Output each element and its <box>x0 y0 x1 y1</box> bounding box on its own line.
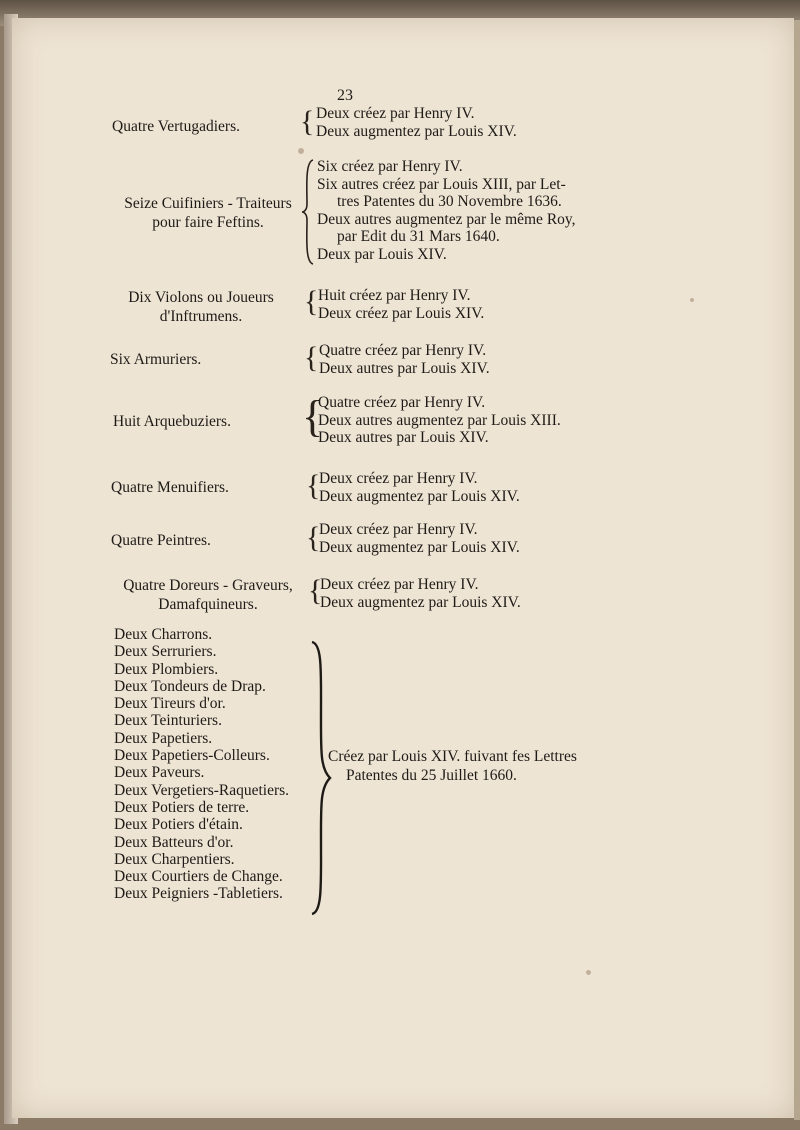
detail-line: Deux autres par Louis XIV. <box>318 429 489 446</box>
entry-label-line: Huit Arquebuziers. <box>113 413 231 430</box>
detail-line: Deux créez par Louis XIV. <box>318 304 485 322</box>
brace-icon: { <box>302 392 324 441</box>
brace-icon: { <box>306 521 321 554</box>
entry-label-line: Dix Violons ou Joueurs <box>128 289 274 306</box>
entry-details <box>318 394 561 447</box>
entry-label-line: d'Inftrumens. <box>159 308 243 325</box>
entry-label-line: Quatre Menuifiers. <box>111 479 229 496</box>
brace-icon: { <box>306 469 321 502</box>
list-item: Deux Papetiers-Colleurs. <box>114 747 270 765</box>
entry-label <box>112 117 240 136</box>
list-item: Deux Vergetiers-Raquetiers. <box>114 781 290 799</box>
entry-details <box>320 576 521 611</box>
detail-line: Deux augmentez par Louis XIV. <box>319 538 520 556</box>
detail-line: Deux augmentez par Louis XIV. <box>320 593 521 611</box>
list-item: Deux Charrons. <box>114 626 213 643</box>
list-item: Deux Paveurs. <box>114 764 205 782</box>
page-number: 23 <box>337 87 353 104</box>
detail-line: tres Patentes du 30 Novembre 1636. <box>337 193 562 210</box>
brace-icon: { <box>304 341 319 374</box>
paper-stain <box>586 970 591 975</box>
entry-details <box>319 342 490 377</box>
detail-line: Deux par Louis XIV. <box>317 245 447 263</box>
entry-label <box>106 288 296 326</box>
detail-line: Deux autres augmentez par Louis XIII. <box>318 411 561 429</box>
list-item: Deux Tondeurs de Drap. <box>114 677 266 695</box>
list-item: Deux Tireurs d'or. <box>114 695 226 713</box>
list-item: Deux Serruriers. <box>114 643 217 661</box>
entry-label-line: Seize Cuifiniers - Traiteurs <box>124 195 292 212</box>
paper-stain <box>690 298 694 302</box>
brace-icon: { <box>308 574 323 607</box>
entry-details <box>319 521 520 556</box>
list-item: Deux Potiers de terre. <box>114 798 250 816</box>
list-item: Deux Plombiers. <box>114 660 219 678</box>
detail-line: Six autres créez par Louis XIII, par Let- <box>317 175 566 193</box>
entry-label-line: Quatre Vertugadiers. <box>112 118 240 135</box>
detail-line: Deux créez par Henry IV. <box>316 105 475 122</box>
note-line: Patentes du 25 Juillet 1660. <box>346 766 517 784</box>
entry-details <box>317 158 576 263</box>
list-item: Deux Potiers d'étain. <box>114 816 243 834</box>
detail-line: Deux augmentez par Louis XIV. <box>319 487 520 505</box>
brace-icon <box>300 158 316 266</box>
note-line: Créez par Louis XIV. fuivant fes Lettres <box>328 748 577 765</box>
crafts-note <box>328 748 577 785</box>
detail-line: Quatre créez par Henry IV. <box>318 394 486 411</box>
list-item: Deux Papetiers. <box>114 729 213 747</box>
entry-label <box>111 531 211 550</box>
detail-line: Deux autres augmentez par le même Roy, <box>317 210 576 228</box>
entry-label <box>113 412 231 431</box>
entry-label <box>110 350 201 369</box>
detail-line: par Edit du 31 Mars 1640. <box>337 228 500 245</box>
detail-line: Deux autres par Louis XIV. <box>319 359 490 377</box>
detail-line: Deux augmentez par Louis XIV. <box>316 122 517 140</box>
detail-line: Deux créez par Henry IV. <box>319 470 478 487</box>
paper-stain <box>298 148 304 154</box>
entry-label <box>111 478 229 497</box>
entry-label-line: Damafquineurs. <box>158 596 258 613</box>
detail-line: Huit créez par Henry IV. <box>318 287 471 304</box>
detail-line: Quatre créez par Henry IV. <box>319 342 487 359</box>
detail-line: Deux créez par Henry IV. <box>320 576 479 593</box>
entry-label-line: Quatre Doreurs - Graveurs, <box>123 577 293 594</box>
entry-label <box>108 194 308 232</box>
list-item: Deux Batteurs d'or. <box>114 833 234 851</box>
brace-icon: { <box>304 285 319 318</box>
detail-line: Deux créez par Henry IV. <box>319 521 478 538</box>
page-right-edge <box>794 20 800 1120</box>
entry-label-line: Six Armuriers. <box>110 351 202 368</box>
entry-details <box>319 470 520 505</box>
list-item: Deux Peigniers -Tabletiers. <box>114 885 283 903</box>
brace-icon: { <box>300 105 315 138</box>
list-item: Deux Charpentiers. <box>114 850 235 868</box>
entry-details <box>318 287 484 322</box>
crafts-list <box>114 626 289 903</box>
entry-label-line: Quatre Peintres. <box>111 532 211 549</box>
detail-line: Six créez par Henry IV. <box>317 158 463 175</box>
list-item: Deux Courtiers de Change. <box>114 868 283 886</box>
entry-label-line: pour faire Feftins. <box>152 214 264 231</box>
list-item: Deux Teinturiers. <box>114 712 222 730</box>
entry-details <box>316 105 517 140</box>
entry-label <box>110 576 306 614</box>
